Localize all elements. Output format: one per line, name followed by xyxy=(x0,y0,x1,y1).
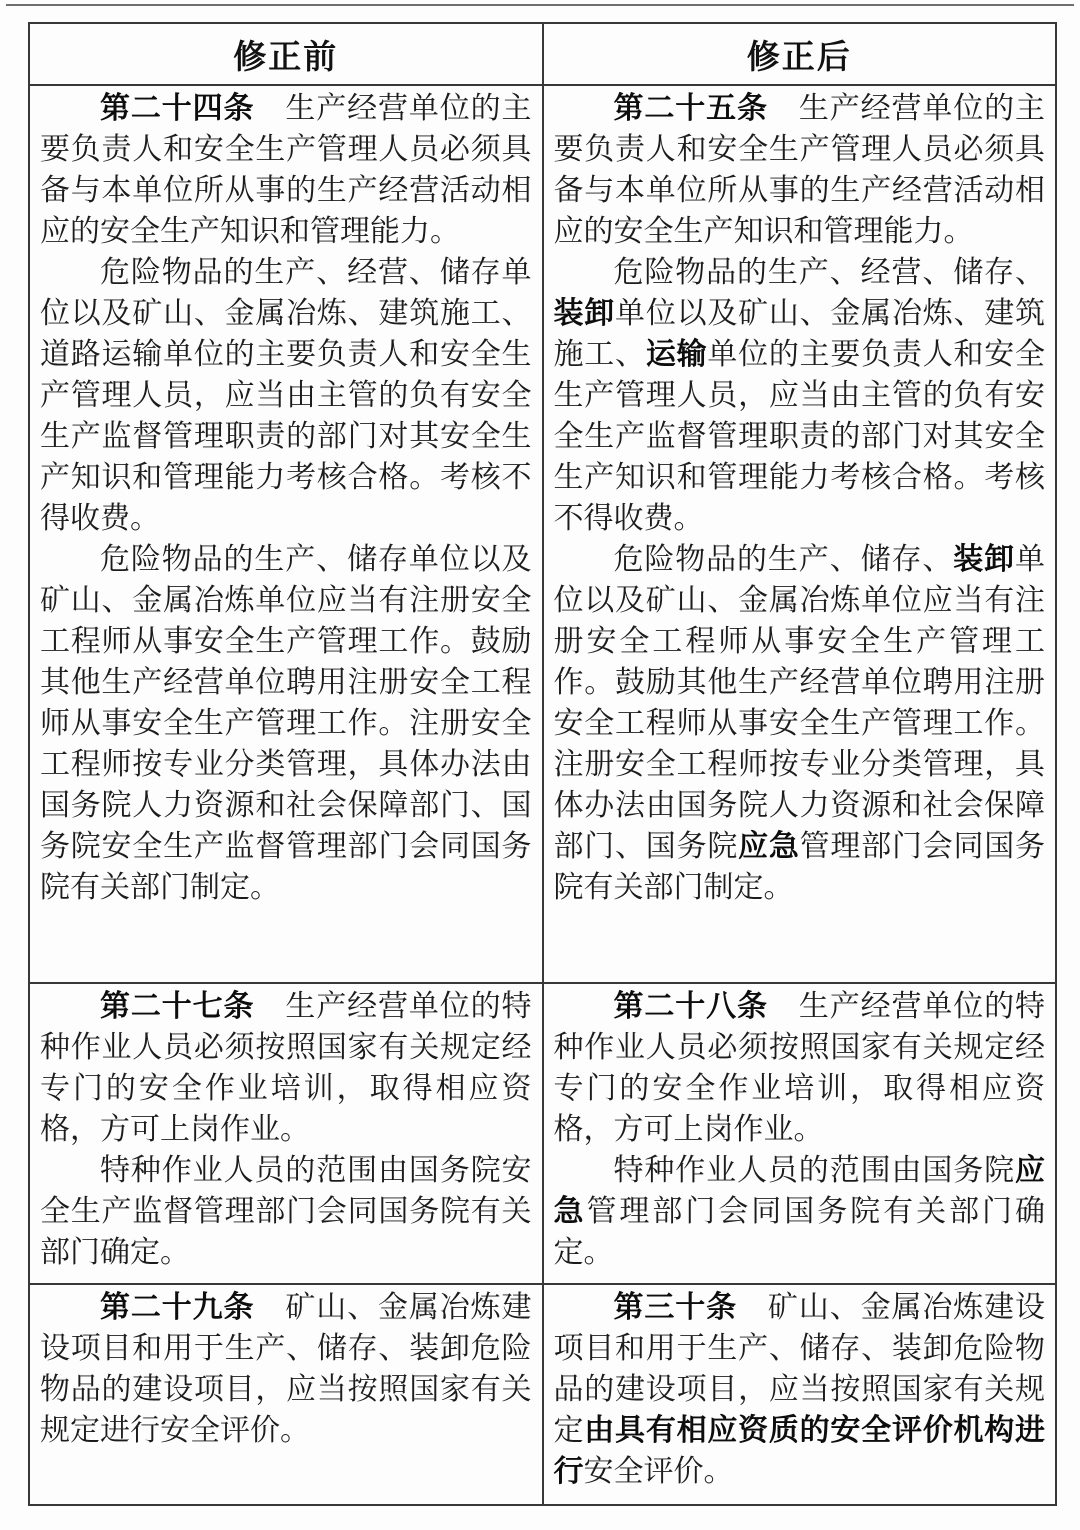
body-text: 安全评价。 xyxy=(583,1455,734,1488)
table-cell-before xyxy=(29,1284,543,1505)
table-cell-after xyxy=(543,85,1057,983)
body-text: 管理部门会同国务院有关部门制定。 xyxy=(553,830,1046,904)
body-text: 矿山、金属冶炼建设项目和用于生产、储存、装卸危险物品的建设项目，应当按照国家有关规定 xyxy=(553,1291,1046,1447)
body-text: 生产经营单位的主要负责人和安全生产管理人员必须具备与本单位所从事的生产经营活动相应的安全生产知识和管理能力。 xyxy=(553,92,1046,248)
table-row xyxy=(29,85,1056,983)
emphasized-text: 第三十条 xyxy=(613,1291,738,1324)
table-cell-after xyxy=(543,983,1057,1284)
body-text: 危险物品的生产、储存、 xyxy=(613,543,954,576)
table-cell-before xyxy=(29,85,543,983)
column-header-before: 修正前 xyxy=(29,23,543,85)
column-header-after: 修正后 xyxy=(543,23,1057,85)
paragraph xyxy=(40,88,532,252)
emphasized-text: 运输 xyxy=(645,338,708,371)
paragraph xyxy=(554,986,1046,1150)
body-text: 生产经营单位的主要负责人和安全生产管理人员必须具备与本单位所从事的生产经营活动相应的安全生产知识和管理能力。 xyxy=(40,92,532,248)
emphasized-text: 装卸 xyxy=(953,543,1016,576)
paragraph xyxy=(40,1150,532,1273)
paragraph xyxy=(40,539,532,908)
body-text: 特种作业人员的范围由国务院安全生产监督管理部门会同国务院有关部门确定。 xyxy=(40,1154,532,1269)
table-row xyxy=(29,983,1056,1284)
table-header xyxy=(29,23,1056,85)
table-cell-before xyxy=(29,983,543,1284)
body-text: 危险物品的生产、经营、储存单位以及矿山、金属冶炼、建筑施工、道路运输单位的主要负责人和安全生产管理人员，应当由主管的负有安全生产监督管理职责的部门对其安全生产知识和管理能力考核合格。考核不得收费。 xyxy=(40,256,532,535)
body-text: 特种作业人员的范围由国务院 xyxy=(613,1154,1015,1187)
body-text: 矿山、金属冶炼建设项目和用于生产、储存、装卸危险物品的建设项目，应当按照国家有关规定进行安全评价。 xyxy=(40,1291,532,1447)
paragraph xyxy=(554,252,1046,539)
body-text: 单位以及矿山、金属冶炼、建筑施工、 xyxy=(553,297,1046,371)
top-crop-line xyxy=(6,4,1074,6)
emphasized-text: 第二十八条 xyxy=(613,990,768,1023)
emphasized-text: 第二十九条 xyxy=(100,1291,255,1324)
amendment-comparison-table xyxy=(28,22,1057,1506)
paragraph xyxy=(554,1287,1046,1492)
emphasized-text: 第二十四条 xyxy=(100,92,255,125)
paragraph xyxy=(554,539,1046,908)
table-cell-after xyxy=(543,1284,1057,1505)
body-text: 生产经营单位的特种作业人员必须按照国家有关规定经专门的安全作业培训，取得相应资格，方可上岗作业。 xyxy=(40,990,532,1146)
table-body xyxy=(29,85,1056,1505)
paragraph xyxy=(40,252,532,539)
paragraph xyxy=(40,986,532,1150)
header-row xyxy=(29,23,1056,85)
emphasized-text: 第二十五条 xyxy=(613,92,768,125)
emphasized-text: 由具有相应资质的安全评价机构进行 xyxy=(553,1414,1046,1488)
body-text: 生产经营单位的特种作业人员必须按照国家有关规定经专门的安全作业培训，取得相应资格，方可上岗作业。 xyxy=(553,990,1046,1146)
body-text: 危险物品的生产、储存单位以及矿山、金属冶炼单位应当有注册安全工程师从事安全生产管理工作。鼓励其他生产经营单位聘用注册安全工程师从事安全生产管理工作。注册安全工程师按专业分类管理，具体办法由国务院人力资源和社会保障部门、国务院安全生产监督管理部门会同国务院有关部门制定。 xyxy=(40,543,532,904)
table-row xyxy=(29,1284,1056,1505)
paragraph xyxy=(40,1287,532,1451)
emphasized-text: 装卸 xyxy=(553,297,616,330)
paragraph xyxy=(554,88,1046,252)
emphasized-text: 应急 xyxy=(738,830,800,863)
emphasized-text: 应急 xyxy=(553,1154,1045,1228)
paragraph xyxy=(554,1150,1046,1273)
body-text: 单位的主要负责人和安全生产管理人员，应当由主管的负有安全生产监督管理职责的部门对其安全生产知识和管理能力考核合格。考核不得收费。 xyxy=(553,338,1046,535)
emphasized-text: 第二十七条 xyxy=(100,990,255,1023)
body-text: 危险物品的生产、经营、储存、 xyxy=(613,256,1045,289)
body-text: 管理部门会同国务院有关部门确定。 xyxy=(553,1195,1046,1269)
body-text: 单位以及矿山、金属冶炼单位应当有注册安全工程师从事安全生产管理工作。鼓励其他生产经营单位聘用注册安全工程师从事安全生产管理工作。注册安全工程师按专业分类管理，具体办法由国务院人力资源和社会保障部门、国务院 xyxy=(553,543,1046,863)
